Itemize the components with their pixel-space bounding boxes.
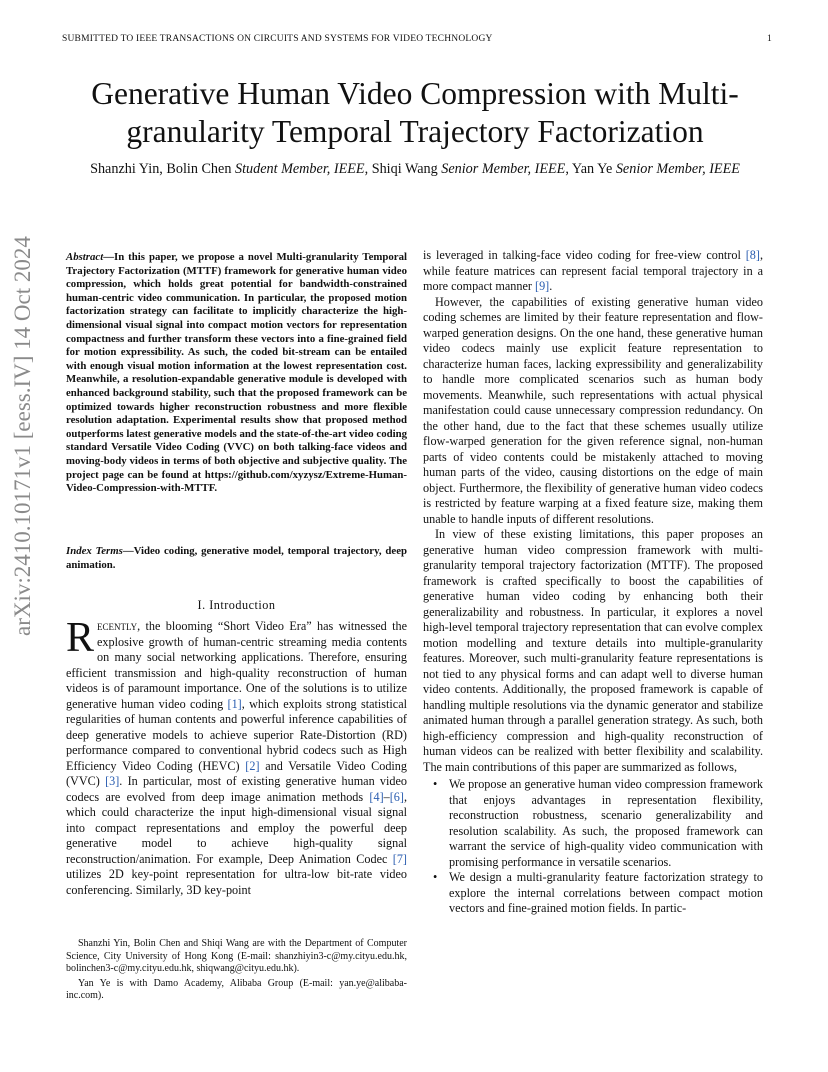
citation-link[interactable]: [7] (392, 851, 407, 866)
author-names-1: Shanzhi Yin, Bolin Chen (90, 161, 235, 177)
paragraph-limitations: However, the capabilities of existing generative human video coding schemes are limited by their feature representation and flow-warped generation designs. On the one hand, these generative human video codecs mainly use explicit feature representation to characterize human faces, lacking expressibility and generalizability to handle more complicated scenarios such as human body movements. Meanwhile, such representations with actual physical manifestation could cause unnecessary compression redundancy. On the other hand, due to the fact that these schemes usually utilize flow-warped generation for the given reference signal, non-human parts of video contents could be mistakenly attached to moving human parts of the video, causing distortions on the edge of main object. Furthermore, the flexibility of generative human video codecs is restricted by feature warping at a fixed feature size, making them unable to handle inputs of different resolutions. (423, 294, 763, 526)
abstract-text: —In this paper, we propose a novel Multi-granularity Temporal Trajectory Factorization (MTTF) framework for generative human video compression, which holds great potential for bandwidth-constrained human-centric video communication. In particular, the proposed motion factorization strategy can facilitate to implicitly characterize the high-dimensional visual signal into compact motion vectors for representation compactness and further transform these vectors into a fine-grained field for motion expressibility. As such, the coded bit-stream can be entailed with enough visual motion information at the lowest representation cost. Meanwhile, a resolution-expandable generative module is developed with enhanced background stability, such that the proposed framework can be optimized towards higher reconstruction robustness and more flexible resolution adaptation. Experimental results show that proposed method outperforms latest generative models and the state-of-the-art video coding standard Versatile Video Coding (VVC) on both talking-face videos and moving-body videos in terms of both objective and subjective quality. The project page can be found at https://github.com/xyzysz/Extreme-Human-Video-Compression-with-MTTF. (66, 251, 407, 495)
citation-link[interactable]: [6] (389, 789, 404, 804)
intro-paragraph (66, 615, 407, 898)
body-text: , while feature matrices can represent facial temporal trajectory in a more compact manner (423, 248, 763, 293)
citation-link[interactable]: [3] (105, 774, 120, 788)
intro-text: , which could characterize the input high-dimensional visual signal into compact representations and employ the powerful deep generative model to achieve high-quality signal reconstruction/animation. For example, Deep Animation Codec (66, 789, 407, 866)
index-terms-lead: Index Terms (66, 545, 123, 557)
author-list (80, 160, 750, 179)
author-role-3: Senior Member, IEEE (615, 161, 740, 177)
citation-link[interactable]: [4] (369, 789, 384, 804)
intro-text: utilizes 2D key-point representation for ultra-low bit-rate video conferencing. Similarly, 3D key-point (66, 867, 407, 897)
paragraph-proposal: In view of these existing limitations, this paper proposes an generative human video compression framework with multi-granularity temporal trajectory factorization (MTTF). The proposed framework is crafted specifically to boost the capabilities of generative human video coding by enhancing both their generalizability and robustness. In particular, it explores a novel high-level temporal trajectory representation that can evolve complex motion modelling and texture details into multiple-granularity features. Moreover, such multi-granularity feature representations is not tied to any physical forms and can adapt well to diverse human video contents. Additionally, the proposed framework is capable of handling multiple resolutions via the dynamic generator and stabilize animated human through a parallel generation strategy. As such, both high-efficiency compression and high-quality reconstruction of human videos can be realized with better flexibility and scalability. The main contributions of this paper are summarized as follows, (423, 527, 763, 774)
abstract (66, 251, 407, 496)
continued-paragraph (423, 248, 763, 295)
section-heading-introduction: I. Introduction (197, 598, 276, 612)
index-terms (66, 545, 407, 572)
paper-title: Generative Human Video Compression with Multi-granularity Temporal Trajectory Factorization (91, 76, 739, 149)
dropcap: R (66, 615, 95, 661)
citation-link[interactable]: [8] (745, 248, 760, 262)
citation-link[interactable]: [2] (245, 758, 260, 773)
author-names-3: , Yan Ye (565, 161, 616, 177)
page-number: 1 (767, 34, 772, 44)
footnotes (66, 938, 407, 1005)
author-names-2: , Shiqi Wang (364, 161, 442, 177)
list-item: • We propose an generative human video compression framework that enjoys advantages in representation flexibility, reconstruction robustness, scenario generalizability and resolution scalability. As such, the proposed framework can warrant the service of high-quality video communication with promising performance in versatile scenarios. (423, 777, 763, 870)
running-head-text: SUBMITTED TO IEEE TRANSACTIONS ON CIRCUITS AND SYSTEMS FOR VIDEO TECHNOLOGY (62, 34, 493, 44)
intro-text: , the blooming “Short Video Era” has witnessed the explosive growth of human-centric streaming media contents on many social networking applications. Therefore, ensuring efficient transmission and high-quality reconstruction of human videos is of paramount importance. One of the solutions is to utilize generative human video coding (66, 619, 407, 711)
right-column (423, 248, 763, 917)
arxiv-stamp[interactable]: arXiv:2410.10171v1 [eess.IV] 14 Oct 2024 (10, 236, 35, 636)
running-head (62, 34, 772, 44)
intro-first-word: ecently (97, 619, 138, 633)
abstract-lead: Abstract (66, 251, 104, 263)
author-role-2: Senior Member, IEEE (441, 161, 566, 177)
index-terms-text: —Video coding, generative model, temporal trajectory, deep animation. (66, 545, 407, 571)
footnote-affiliation-1: Shanzhi Yin, Bolin Chen and Shiqi Wang are with the Department of Computer Science, City University of Hong Kong (E-mail: shanzhiyin3-c@my.cityu.edu.hk, bolinchen3-c@my.cityu.edu.hk, shiqwang@cityu.edu.hk). (66, 938, 407, 974)
body-text: is leveraged in talking-face video coding for free-view control (423, 248, 746, 262)
author-role-1: Student Member, IEEE (234, 161, 365, 177)
intro-text: . In particular, most of existing generative human video codecs are evolved from deep image animation methods (66, 774, 407, 804)
list-item: • We design a multi-granularity feature factorization strategy to explore the internal correlations between compact motion vectors and fine-grained motion fields. In partic- (423, 870, 763, 917)
body-text: . (549, 279, 553, 293)
citation-link[interactable]: [1] (227, 696, 242, 711)
contributions-list (423, 777, 763, 917)
intro-text: , which exploits strong statistical regularities of human contents and powerful inference capabilities of deep generative models to achieve superior Rate-Distortion (RD) performance compared to conventional hybrid codecs such as High Efficiency Video Coding (HEVC) (66, 696, 407, 773)
intro-text: and Versatile Video Coding (VVC) (66, 758, 407, 788)
footnote-affiliation-2: Yan Ye is with Damo Academy, Alibaba Group (E-mail: yan.ye@alibaba-inc.com). (66, 977, 407, 1001)
citation-link[interactable]: [9] (535, 279, 550, 293)
citation-range-dash: – (383, 789, 390, 804)
